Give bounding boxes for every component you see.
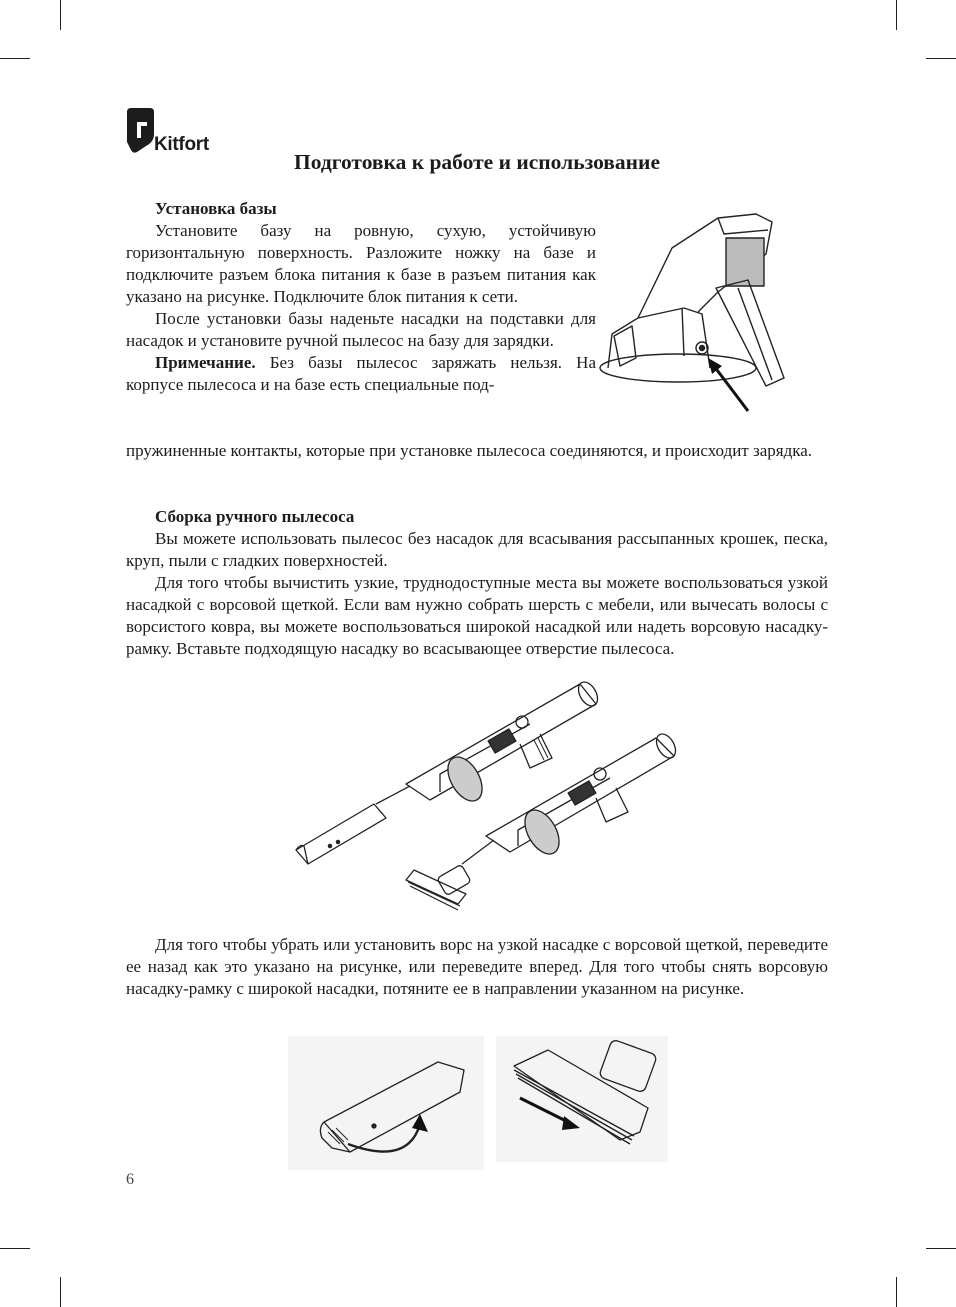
page-title: Подготовка к работе и использование	[294, 150, 660, 174]
assembly-paragraph-1: Вы можете использовать пылесос без насадок для всасывания рассыпанных крошек, песка, круп, пыли с гладких поверхностей.	[126, 529, 828, 570]
crop-mark	[926, 58, 956, 59]
base-paragraph-1: Установите базу на ровную, сухую, устойчивую горизонтальную поверхность. Разложите ножку на базе и подключите разъем блока питания к базе в разъем питания как указано на рисунке. Подключите блок питания к сети.	[126, 221, 596, 306]
base-paragraph-2: После установки базы наденьте насадки на подставки для насадок и установите ручной пылесос на базу для зарядки.	[126, 309, 596, 350]
crop-mark	[60, 0, 61, 30]
base-heading: Установка базы	[155, 199, 277, 218]
base-section	[126, 198, 596, 396]
assembly-heading: Сборка ручного пылесоса	[155, 507, 355, 526]
crop-mark	[926, 1248, 956, 1249]
base-note	[126, 352, 596, 396]
note-label: Примечание.	[155, 353, 256, 372]
brush-bristles-illustration	[288, 1036, 668, 1172]
note-text: Без базы пылесос заряжать нельзя. На корпусе пылесоса и на базе есть специальные под-	[126, 353, 596, 394]
vacuum-attachments-illustration	[290, 674, 700, 924]
base-note-continuation: пружиненные контакты, которые при установке пылесоса соединяются, и происходит зарядка.	[126, 441, 813, 460]
charging-base-illustration	[598, 208, 808, 418]
crop-mark	[60, 1277, 61, 1307]
brand-name: Kitfort	[154, 134, 209, 155]
crop-mark	[0, 1248, 30, 1249]
assembly-section	[126, 506, 828, 660]
assembly-paragraph-2: Для того чтобы вычистить узкие, труднодоступные места вы можете воспользоваться узкой насадкой с ворсовой щеткой. Если вам нужно собрать шерсть с мебели, или вычесать волосы с ворсистого ковра, вы можете воспользоваться широкой насадкой или надеть ворсовую насадку-рамку. Вставьте подходящую насадку во всасывающее отверстие пылесоса.	[126, 573, 828, 658]
brush-paragraph: Для того чтобы убрать или установить ворс на узкой насадке с ворсовой щеткой, переведите ее назад как это указано на рисунке, или переведите вперед. Для того чтобы снять ворсовую насадку-рамку с широкой насадки, потяните ее в направлении указанном на рисунке.	[126, 935, 828, 998]
crop-mark	[896, 0, 897, 30]
page-number: 6	[126, 1171, 134, 1188]
crop-mark	[0, 58, 30, 59]
crop-mark	[896, 1277, 897, 1307]
